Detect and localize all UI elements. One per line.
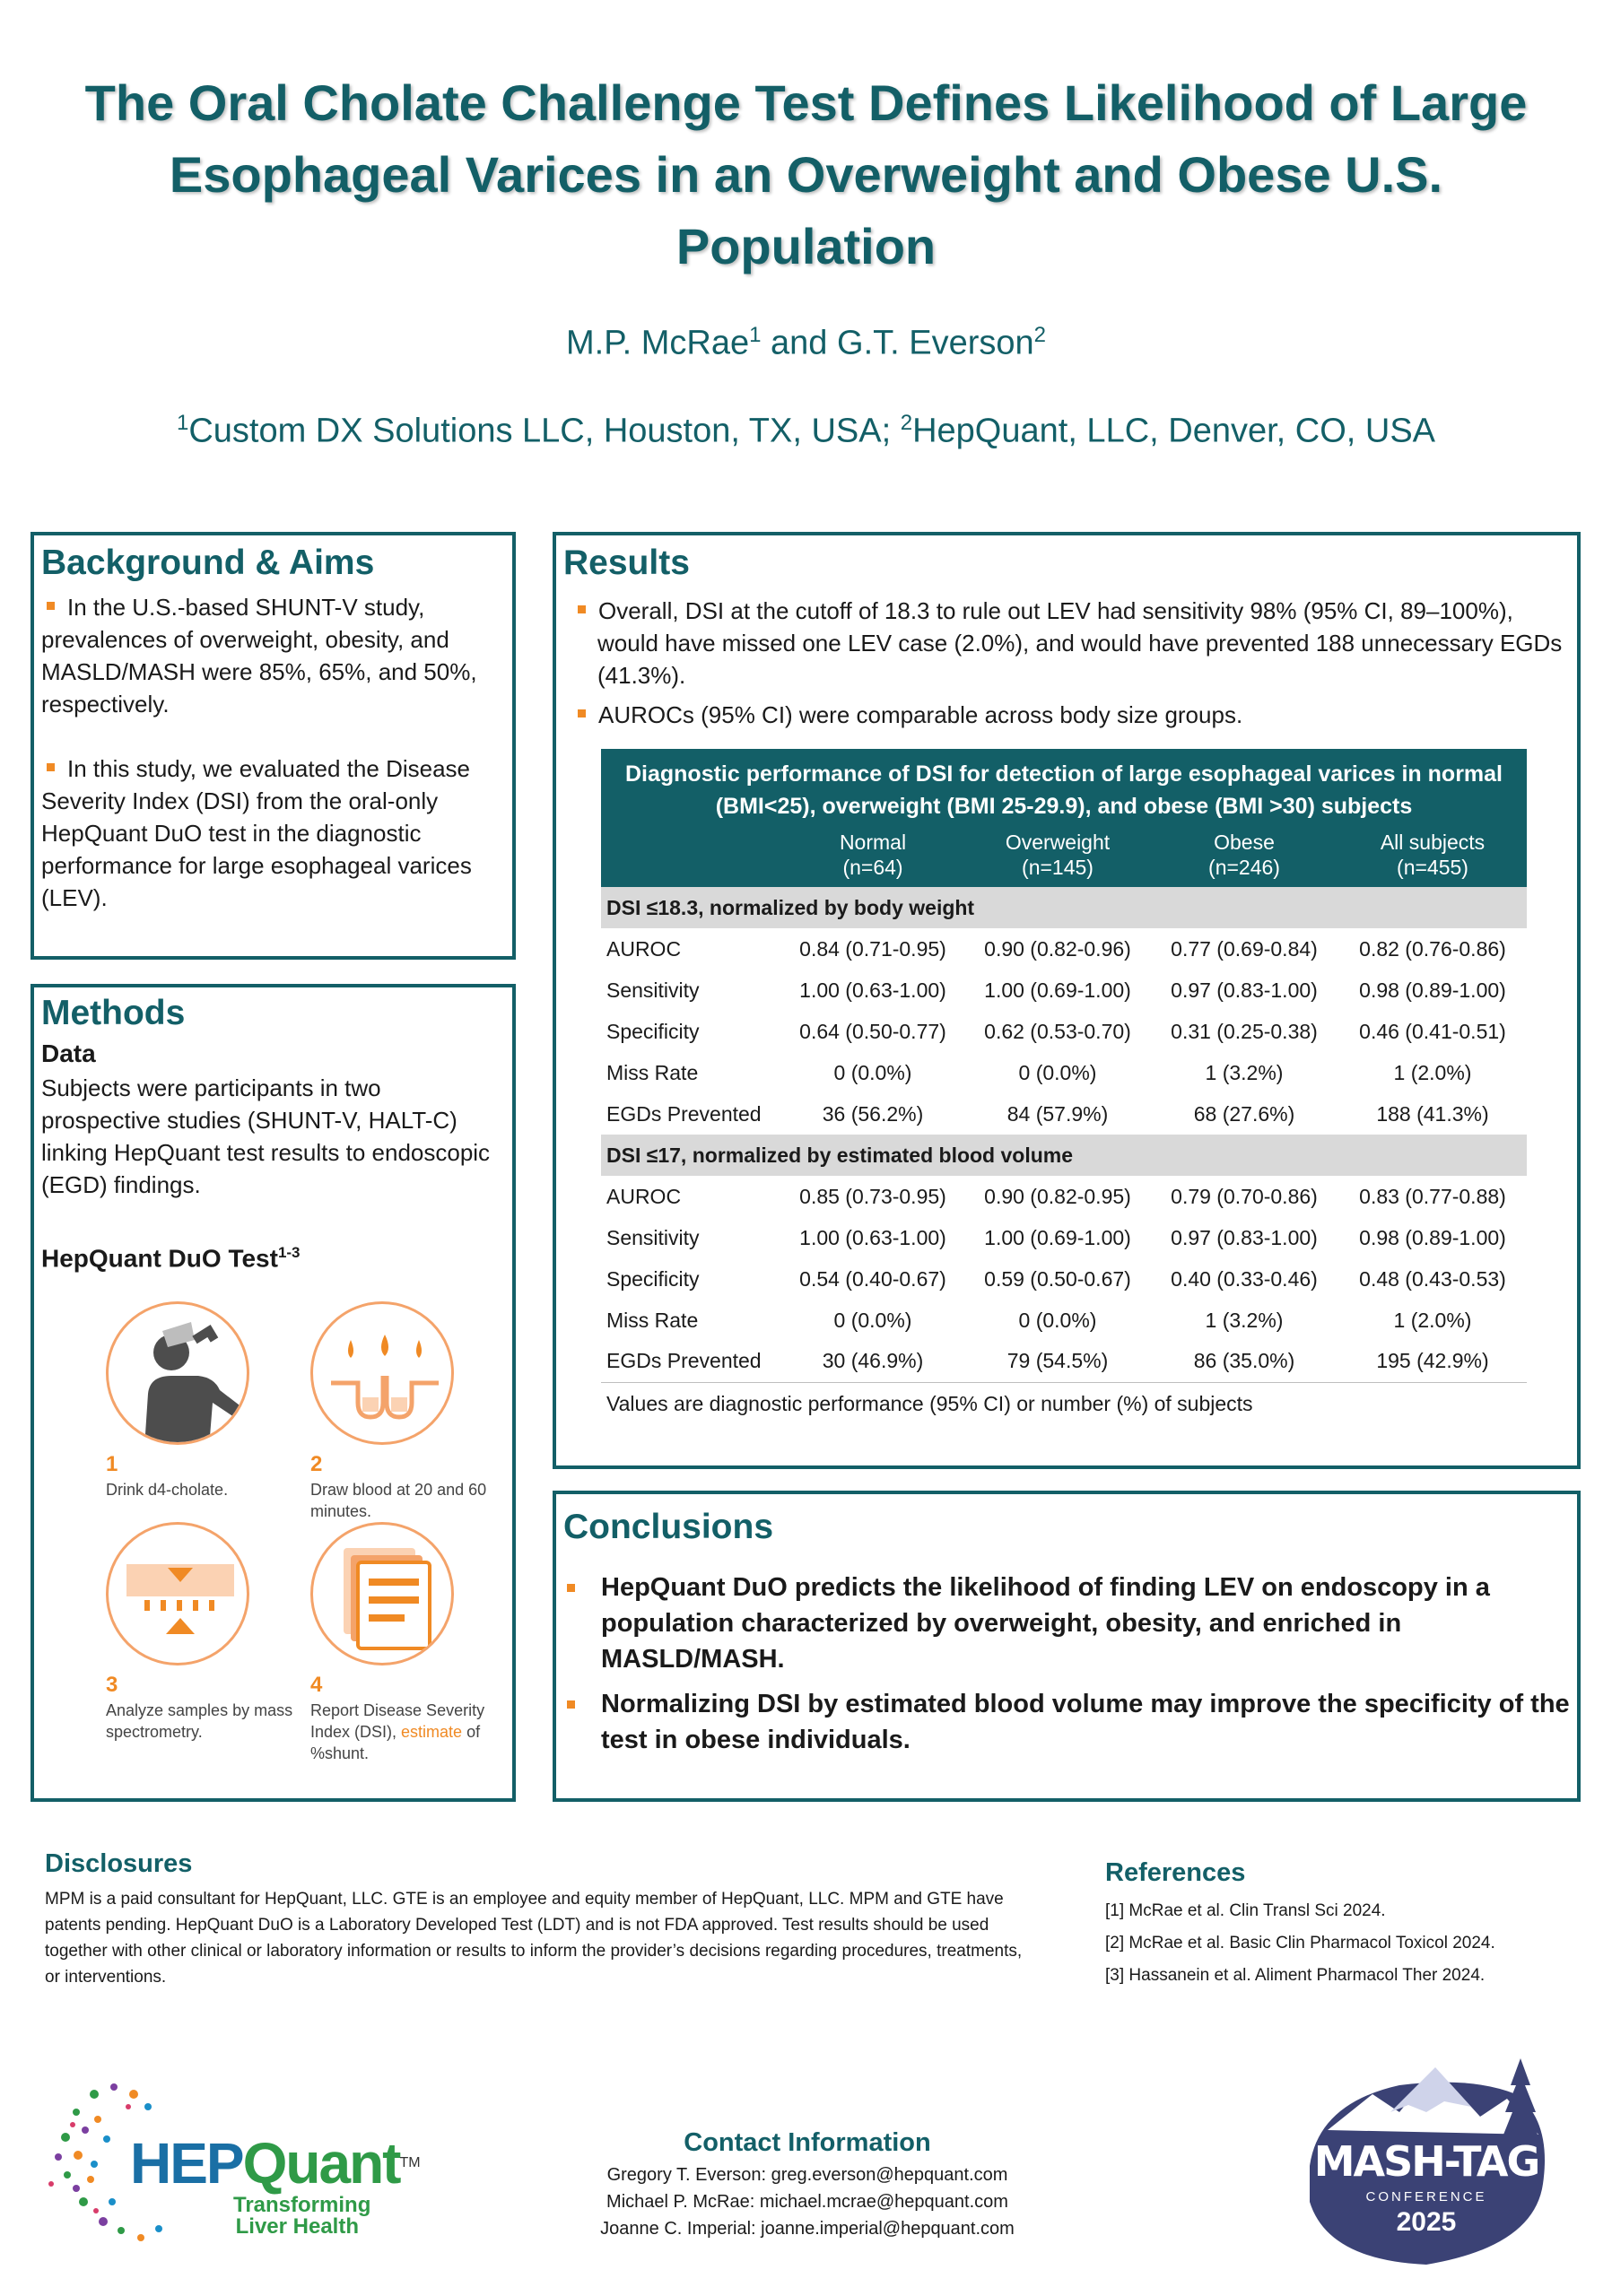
background-bullet: In this study, we evaluated the Disease Severity Index (DSI) from the oral-only HepQuant DuO test in the diagnostic performance for large esophageal varices (LEV). [41, 755, 472, 911]
background-panel [30, 532, 516, 960]
contact-line: Gregory T. Everson: greg.everson@hepquant.com [606, 2165, 1008, 2185]
step-number: 1 [106, 1452, 118, 1476]
methods-heading: Methods [41, 994, 186, 1032]
bullet-icon [578, 709, 586, 718]
table-header-row [601, 826, 1527, 887]
contact-line: Michael P. McRae: michael.mcrae@hepquant.com [606, 2192, 1008, 2212]
step-number: 4 [310, 1673, 323, 1697]
poster-title: The Oral Cholate Challenge Test Defines Likelihood of Large Esophageal Varices in an Overweight and Obese U.S. Population [84, 74, 1528, 274]
hepquant-tagline: Transforming Liver Health [233, 2193, 371, 2239]
contact-heading: Contact Information [684, 2128, 931, 2157]
data-text: Subjects were participants in two prospective studies (SHUNT-V, HALT-C) linking HepQuant test results to endoscopic (EGD) findings. [41, 1074, 491, 1198]
table-row: AUROC 0.84 (0.71-0.95) 0.90 (0.82-0.96) 0.77 (0.69-0.84) 0.82 (0.76-0.86) [606, 936, 1506, 961]
step-caption: Draw blood at 20 and 60 minutes. [310, 1481, 487, 1520]
references [1105, 1858, 1572, 1992]
table-row: EGDs Prevented 36 (56.2%) 84 (57.9%) 68 (27.6%) 188 (41.3%) [606, 1101, 1489, 1126]
step-4 [310, 1522, 517, 1764]
table-row: Miss Rate 0 (0.0%) 0 (0.0%) 1 (3.2%) 1 (2.0%) [606, 1060, 1472, 1084]
background-heading: Background & Aims [41, 544, 375, 582]
conclusion-bullet: Normalizing DSI by estimated blood volume may improve the specificity of the test in obese individuals. [563, 1686, 1570, 1758]
disclosures [45, 1849, 1032, 1990]
reference-item: [1] McRae et al. Clin Transl Sci 2024. [1105, 1901, 1386, 1920]
bullet-icon [567, 1584, 575, 1592]
results-panel [553, 532, 1581, 1469]
contact-line: Joanne C. Imperial: joanne.imperial@hepquant.com [600, 2219, 1015, 2239]
diagnostic-performance-table [601, 749, 1527, 1425]
table-row: Sensitivity 1.00 (0.63-1.00) 1.00 (0.69-1.00) 0.97 (0.83-1.00) 0.98 (0.89-1.00) [606, 978, 1506, 1002]
duo-heading: HepQuant DuO Test$^{1-3}$ [41, 1244, 301, 1273]
mass-spectrometry-icon [106, 1522, 249, 1665]
drink-icon [106, 1301, 249, 1445]
table-row: AUROC 0.85 (0.73-0.95) 0.90 (0.82-0.95) 0.79 (0.70-0.86) 0.83 (0.77-0.88) [606, 1184, 1506, 1208]
table-row: Sensitivity 1.00 (0.63-1.00) 1.00 (0.69-1.00) 0.97 (0.83-1.00) 0.98 (0.89-1.00) [606, 1225, 1506, 1249]
affiliations: $^1$Custom DX Solutions LLC, Houston, TX, USA; $^2$HepQuant, LLC, Denver, CO, USA [176, 411, 1436, 450]
blood-draw-icon [310, 1301, 454, 1445]
step-number: 2 [310, 1452, 323, 1476]
data-subheading: Data [41, 1039, 96, 1067]
background-bullet: In the U.S.-based SHUNT-V study, prevalences of overweight, obesity, and MASLD/MASH were 85%, 65%, and 50%, respectively. [41, 594, 477, 718]
table-section-header: DSI ≤17, normalized by estimated blood volume [601, 1135, 1527, 1176]
step-caption: Analyze samples by mass spectrometry. [106, 1701, 293, 1741]
bullet-icon [47, 602, 55, 610]
bullet-icon [578, 605, 586, 613]
table-caption: Diagnostic performance of DSI for detection of large esophageal varices in normal (BMI<25), overweight (BMI 25-29.9), and obese (BMI >30) subjects [601, 749, 1527, 826]
report-icon [310, 1522, 454, 1665]
conclusion-bullet: HepQuant DuO predicts the likelihood of finding LEV on endoscopy in a population characterized by overweight, obesity, and enriched in MASLD/MASH. [563, 1570, 1570, 1677]
col-obese: Obese (n=246) [1150, 826, 1338, 887]
conclusions-panel [553, 1491, 1581, 1802]
col-normal: Normal (n=64) [780, 826, 965, 887]
duo-steps [70, 1301, 490, 1804]
contact-information [493, 2128, 1121, 2242]
hepquant-logo [40, 2067, 421, 2256]
table-row: Miss Rate 0 (0.0%) 0 (0.0%) 1 (3.2%) 1 (2.0%) [606, 1308, 1472, 1332]
bullet-icon [567, 1700, 575, 1709]
reference-item: [2] McRae et al. Basic Clin Pharmacol Toxicol 2024. [1105, 1934, 1495, 1952]
col-all-subjects: All subjects (n=455) [1338, 826, 1527, 887]
step-caption: Report Disease Severity Index (DSI), estimate of %shunt. [310, 1701, 490, 1762]
conclusions-heading: Conclusions [563, 1508, 774, 1546]
mash-tag-subtitle: CONFERENCE [1365, 2189, 1487, 2205]
table-section-header: DSI ≤18.3, normalized by body weight [601, 887, 1527, 928]
step-caption: Drink d4-cholate. [106, 1481, 229, 1499]
authors: M.P. McRae$^1$ and G.T. Everson$^2$ [565, 323, 1047, 362]
methods-panel [30, 984, 516, 1802]
results-heading: Results [563, 544, 690, 582]
step-3 [106, 1522, 312, 1743]
mash-tag-title: MASH-TAG [1313, 2137, 1539, 2186]
results-bullet: Overall, DSI at the cutoff of 18.3 to rule out LEV had sensitivity 98% (95% CI, 89–100%), would have missed one LEV case (2.0%), and would have prevented 188 unnecessary EGDs (41.3%). [563, 595, 1570, 691]
results-bullet: AUROCs (95% CI) were comparable across body size groups. [563, 699, 1570, 731]
mash-tag-logo [1292, 2049, 1561, 2269]
step-2 [310, 1301, 517, 1522]
disclosures-text: MPM is a paid consultant for HepQuant, LLC. GTE is an employee and equity member of HepQuant, LLC. MPM and GTE have patents pending. HepQuant DuO is a Laboratory Developed Test (LDT) and is not FDA approved. Test results should be used together with other clinical or laboratory information or results to inform the provider’s decisions regarding procedures, treatments, or interventions. [45, 1890, 1023, 1987]
step-1 [106, 1301, 312, 1500]
reference-item: [3] Hassanein et al. Aliment Pharmacol Ther 2024. [1105, 1966, 1486, 1985]
hepquant-wordmark: HEPQuant™ [130, 2131, 421, 2196]
table-row: Specificity 0.54 (0.40-0.67) 0.59 (0.50-0.67) 0.40 (0.33-0.46) 0.48 (0.43-0.53) [606, 1266, 1506, 1291]
bullet-icon [47, 763, 55, 771]
table-row: EGDs Prevented 30 (46.9%) 79 (54.5%) 86 (35.0%) 195 (42.9%) [606, 1349, 1489, 1373]
references-heading: References [1105, 1858, 1246, 1887]
step-number: 3 [106, 1673, 118, 1697]
mash-tag-year: 2025 [1396, 2207, 1457, 2237]
table-footnote: Values are diagnostic performance (95% CI) or number (%) of subjects [601, 1382, 1527, 1425]
table-row: Specificity 0.64 (0.50-0.77) 0.62 (0.53-0.70) 0.31 (0.25-0.38) 0.46 (0.41-0.51) [606, 1019, 1506, 1043]
col-overweight: Overweight (n=145) [965, 826, 1150, 887]
disclosures-heading: Disclosures [45, 1849, 193, 1878]
